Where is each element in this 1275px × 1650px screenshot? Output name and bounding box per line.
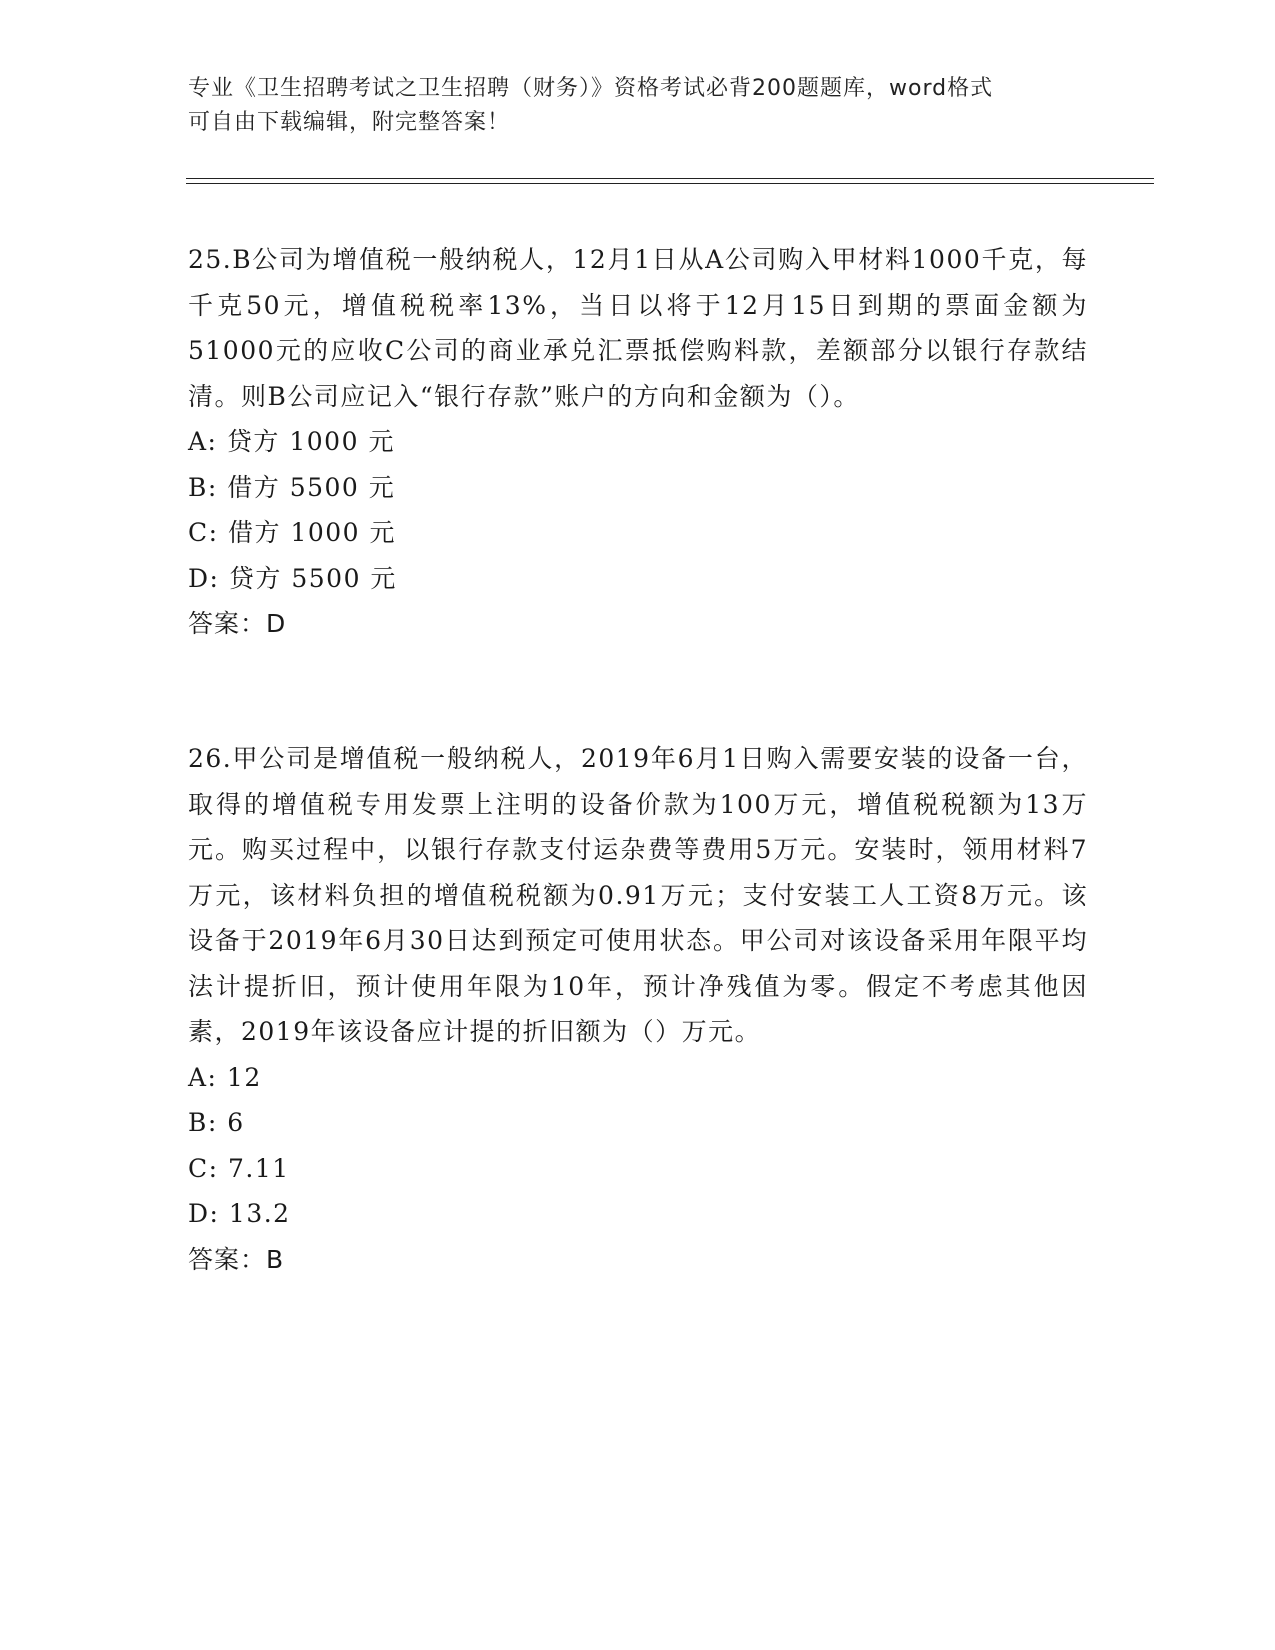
document-header: [188, 72, 1088, 140]
answer-label: 答案：D: [188, 609, 287, 638]
question-25: [188, 237, 1088, 647]
header-line-1: 专业《卫生招聘考试之卫生招聘（财务）》资格考试必背200题题库，word格式: [188, 76, 994, 101]
option-d: D: 13.2: [188, 1199, 291, 1228]
option-b: B: 借方 5500 元: [188, 472, 396, 502]
option-c: C: 7.11: [188, 1153, 290, 1183]
question-26: [188, 736, 1088, 1282]
question-stem: 26.甲公司是增值税一般纳税人，2019年6月1日购入需要安装的设备一台，取得的增值税专用发票上注明的设备价款为100万元，增值税税额为13万元。购买过程中，以银行存款支付运杂费等费用5万元。安装时，领用材料7万元，该材料负担的增值税税额为0.91万元；支付安装工人工资8万元。该设备于2019年6月30日达到预定可使用状态。甲公司对该设备采用年限平均法计提折旧，预计使用年限为10年，预计净残值为零。假定不考虑其他因素，2019年该设备应计提的折旧额为（）万元。: [188, 744, 1088, 1046]
answer-label: 答案：B: [188, 1244, 285, 1274]
option-list: [188, 1055, 1088, 1237]
option-list: [188, 419, 1088, 601]
header-divider: [186, 178, 1154, 184]
option-c: C: 借方 1000 元: [188, 518, 397, 547]
question-stem: 25.B公司为增值税一般纳税人，12月1日从A公司购入甲材料1000千克，每千克50元，增值税税率13%，当日以将于12月15日到期的票面金额为51000元的应收C公司的商业承兑汇票抵偿购料款，差额部分以银行存款结清。则B公司应记入“银行存款”账户的方向和金额为（）。: [188, 245, 1088, 411]
option-b: B: 6: [188, 1108, 245, 1137]
option-d: D: 贷方 5500 元: [188, 563, 397, 593]
header-line-2: 可自由下载编辑，附完整答案！: [188, 110, 511, 135]
option-a: A: 12: [188, 1062, 262, 1092]
option-a: A: 贷方 1000 元: [188, 427, 395, 456]
